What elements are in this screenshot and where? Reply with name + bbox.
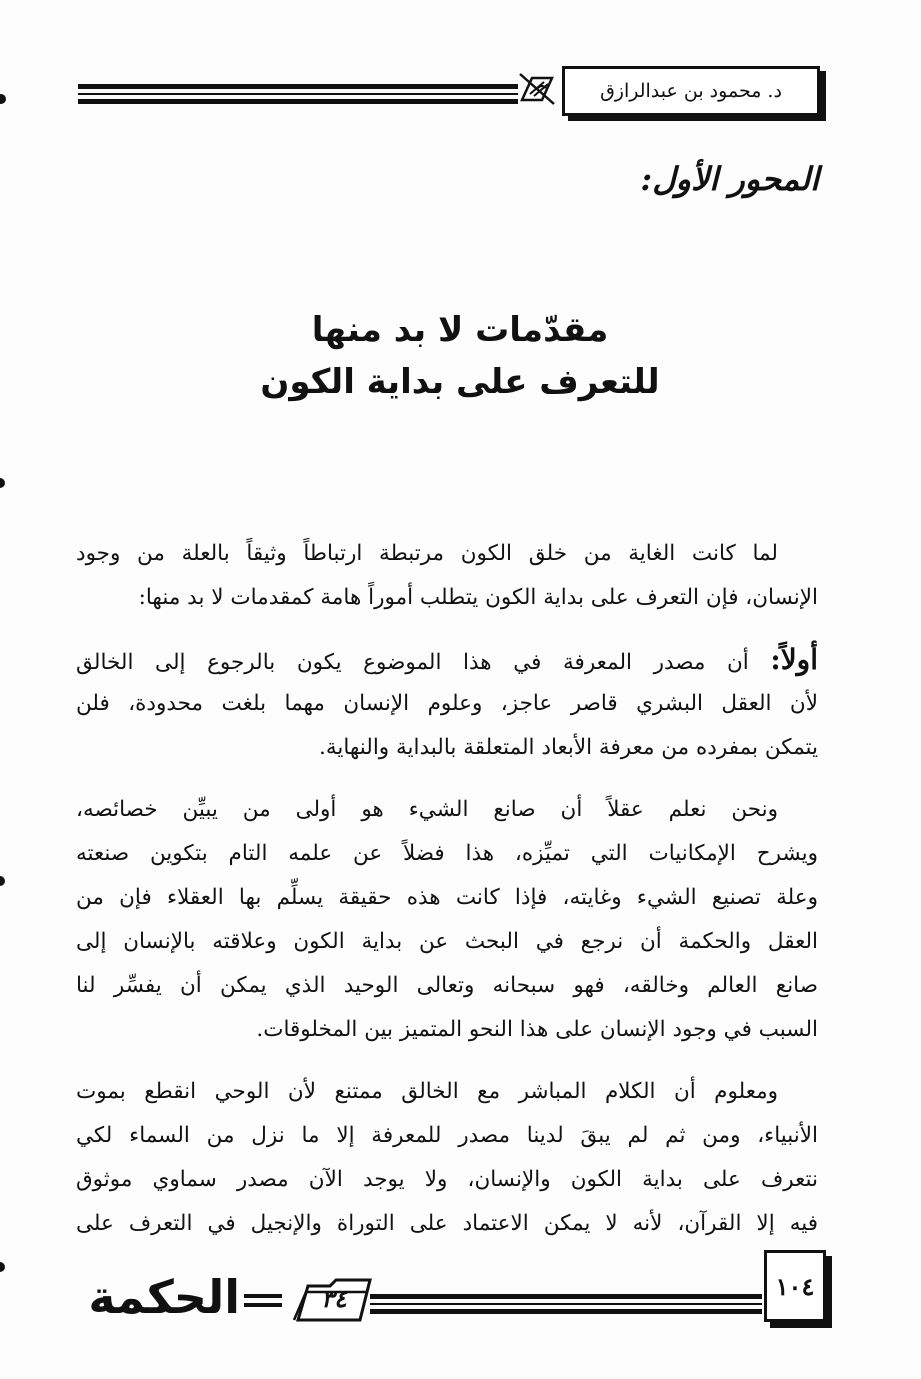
text-line: لأن العقل البشري قاصر عاجز، وعلوم الإنسان مهما بلغت محدودة، فلن [76,691,818,716]
page-number-box [764,1250,826,1322]
section-label: المحور الأول: [640,160,819,198]
paragraph [76,788,818,1052]
magazine-logo: الحكمة [88,1270,240,1324]
article-body [76,532,818,1264]
article-title-line-1: مقدّمات لا بد منها [311,310,609,350]
paragraph [76,532,818,620]
author-name: د. محمود بن عبدالرازق [600,80,782,102]
text-line: أولاً: أن مصدر المعرفة في هذا الموضوع يكون بالرجوع إلى الخالق [76,643,818,676]
text-line: السبب في وجود الإنسان على هذا النحو المتميز بين المخلوقات. [256,1017,818,1042]
text-line: الأنبياء، ومن ثم لم يبقَ لدينا مصدر للمعرفة إلا ما نزل من السماء لكي [76,1123,818,1148]
margin-dot [0,478,5,488]
paragraph [76,638,818,770]
margin-dot [0,876,5,886]
header-rule [78,80,518,106]
text-line: وعلة تصنيع الشيء وغايته، فإذا كانت هذه حقيقة يسلِّم بها العقلاء فإن من [76,885,818,910]
text-line: الإنسان، فإن التعرف على بداية الكون يتطلب أموراً هامة كمقدمات لا بد منها: [138,585,818,610]
author-name-box [562,66,820,116]
text-line: صانع العالم وخالقه، فهو سبحانه وتعالى الوحيد الذي يمكن أن يفسِّر لنا [76,973,818,998]
footer-rule [370,1294,762,1316]
paragraph-lead: أولاً: [770,643,818,676]
pen-nib-icon [518,70,558,106]
footer-separator [244,1294,282,1308]
text-line: نتعرف على بداية الكون والإنسان، ولا يوجد الآن مصدر سماوي موثوق [76,1167,818,1192]
text-line: فيه إلا القرآن، لأنه لا يمكن الاعتماد على التوراة والإنجيل في التعرف على [76,1211,818,1236]
text-line: لما كانت الغاية من خلق الكون مرتبطة ارتباطاً وثيقاً بالعلة من وجود [76,541,778,566]
issue-number: ٣٤ [321,1285,347,1313]
text-line: ونحن نعلم عقلاً أن صانع الشيء هو أولى من يبيِّن خصائصه، [76,797,778,822]
paragraph [76,1070,818,1246]
article-title-line-2: للتعرف على بداية الكون [260,362,660,402]
page-number: ١٠٤ [775,1271,815,1301]
text-line: ويشرح الإمكانيات التي تميِّزه، هذا فضلاً عن علمه التام بتكوين صنعته [76,841,818,866]
margin-dot [0,94,6,104]
margin-dot [0,1262,5,1272]
text-line: العقل والحكمة أن نرجع في البحث عن بداية الكون وعلاقته بالإنسان إلى [76,929,818,954]
text-line: ومعلوم أن الكلام المباشر مع الخالق ممتنع لأن الوحي انقطع بموت [76,1079,778,1104]
text-line: يتمكن بمفرده من معرفة الأبعاد المتعلقة بالبداية والنهاية. [318,735,818,760]
